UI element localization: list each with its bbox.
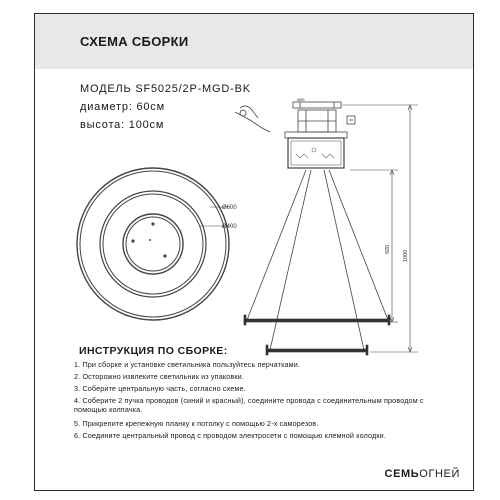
instruction-step: 1. При сборке и установке светильника пользуйтесь перчатками. — [74, 360, 301, 369]
suspension-cables — [247, 170, 388, 350]
side-view-rings — [244, 315, 390, 355]
canopy-dim-label: Ø85 — [297, 97, 305, 102]
dim-outer-label: Ø600 — [222, 205, 237, 211]
canopy-detail — [235, 102, 355, 168]
model-spec: МОДЕЛЬ SF5025/2P-MGD-BK — [80, 83, 251, 95]
instructions-list — [74, 360, 434, 443]
page-title: СХЕМА СБОРКИ — [80, 34, 189, 49]
diameter-spec: диаметр: 60см — [80, 101, 165, 113]
dim-inner-height-label: 920 — [385, 244, 391, 254]
top-view-wire-points — [131, 222, 166, 257]
canopy-wires — [296, 148, 334, 158]
dim-inner-label: Ø400 — [222, 224, 237, 230]
instructions-title: ИНСТРУКЦИЯ ПО СБОРКЕ: — [79, 345, 228, 357]
brand-part-2: ОГНЕЙ — [419, 468, 460, 480]
instruction-step: 3. Соберите центральную часть, согласно схеме. — [74, 384, 246, 393]
height-spec: высота: 100см — [80, 119, 165, 131]
dim-height-label: 1000 — [403, 249, 409, 262]
top-view-rings — [77, 168, 229, 320]
instruction-step: 5. Прикрепите крепежную планку к потолку с помощью 2-х саморезов. — [74, 418, 319, 428]
instruction-step: 2. Осторожно извлеките светильник из упаковки. — [74, 372, 244, 381]
instruction-step: 4. Соберите 2 пучка проводов (синий и красный), соедините провода с соединительным проводом с помощью колпачка. — [74, 396, 424, 415]
instruction-step: 6. Соедините центральный провод с проводом электросети с помощью клемной колодки. — [74, 430, 386, 440]
brand-part-1: СЕМЬ — [384, 468, 420, 480]
brand-logo — [385, 468, 460, 480]
height-dimensions — [342, 105, 418, 352]
